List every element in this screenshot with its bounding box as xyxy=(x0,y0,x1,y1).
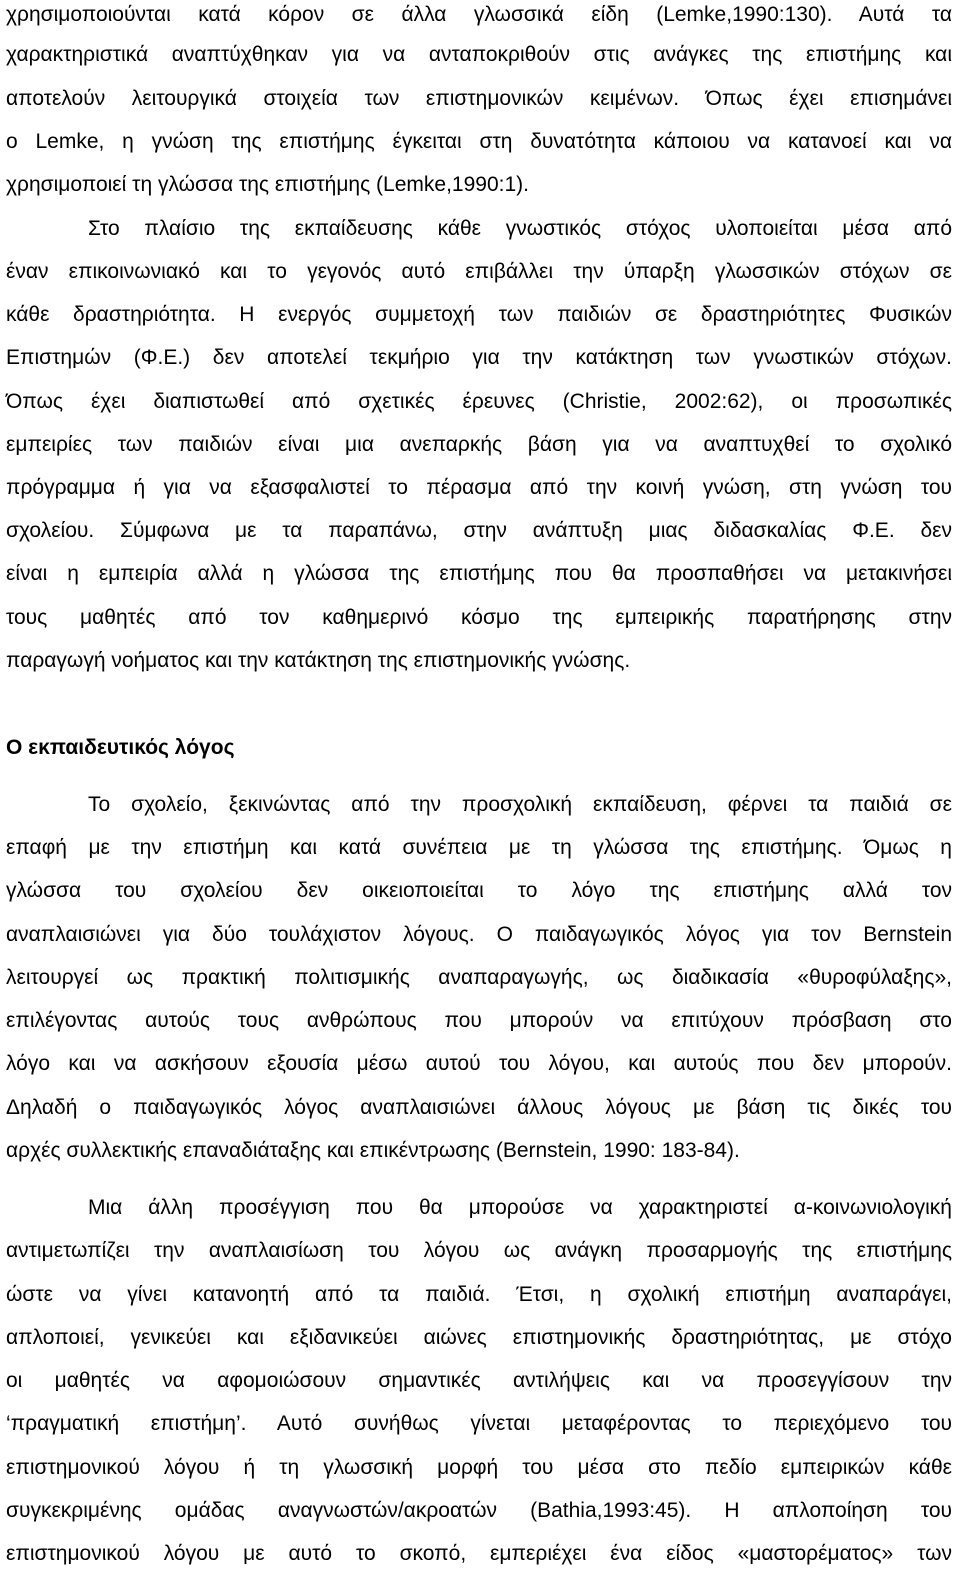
text-line: Δηλαδή ο παιδαγωγικός λόγος αναπλαισιώνει άλλους λόγους με βάση τις δικές του xyxy=(6,1096,952,1119)
text-line: έναν επικοινωνιακό και το γεγονός αυτό επιβάλλει την ύπαρξη γλωσσικών στόχων σε xyxy=(6,260,952,283)
text-line: παραγωγή νοήματος και την κατάκτηση της επιστημονικής γνώσης. xyxy=(6,649,631,672)
text-line: Όπως έχει διαπιστωθεί από σχετικές έρευνες (Christie, 2002:62), οι προσωπικές xyxy=(6,390,952,413)
text-line: αποτελούν λειτουργικά στοιχεία των επιστημονικών κειμένων. Όπως έχει επισημάνει xyxy=(6,87,952,110)
text-line: σχολείου. Σύμφωνα με τα παραπάνω, στην ανάπτυξη μιας διδασκαλίας Φ.Ε. δεν xyxy=(6,519,952,542)
text-line: λόγο και να ασκήσουν εξουσία μέσω αυτού του λόγου, και αυτούς που δεν μπορούν. xyxy=(6,1052,952,1075)
text-line: απλοποιεί, γενικεύει και εξιδανικεύει αιώνες επιστημονικής δραστηριότητας, με στόχο xyxy=(6,1326,952,1349)
text-line: Επιστημών (Φ.Ε.) δεν αποτελεί τεκμήριο για την κατάκτηση των γνωστικών στόχων. xyxy=(6,346,952,369)
text-line: λειτουργεί ως πρακτική πολιτισμικής αναπαραγωγής, ως διαδικασία «θυροφύλαξης», xyxy=(6,966,952,989)
text-line: Το σχολείο, ξεκινώντας από την προσχολική εκπαίδευση, φέρνει τα παιδιά σε xyxy=(88,793,952,816)
text-line: επιστημονικού λόγου ή τη γλωσσική μορφή του μέσα στο πεδίο εμπειρικών κάθε xyxy=(6,1456,952,1479)
text-line: ο Lemke, η γνώση της επιστήμης έγκειται στη δυνατότητα κάποιου να κατανοεί και να xyxy=(6,130,952,153)
text-line: χρησιμοποιεί τη γλώσσα της επιστήμης (Lemke,1990:1). xyxy=(6,173,529,196)
text-line: οι μαθητές να αφομοιώσουν σημαντικές αντιλήψεις και να προσεγγίσουν την xyxy=(6,1369,952,1392)
text-line: γλώσσα του σχολείου δεν οικειοποιείται το λόγο της επιστήμης αλλά τον xyxy=(6,879,952,902)
text-line: χαρακτηριστικά αναπτύχθηκαν για να ανταποκριθούν στις ανάγκες της επιστήμης και xyxy=(6,43,952,66)
text-line: Στο πλαίσιο της εκπαίδευσης κάθε γνωστικός στόχος υλοποιείται μέσα από xyxy=(88,217,952,240)
text-line: αρχές συλλεκτικής επαναδιάταξης και επικέντρωσης (Bernstein, 1990: 183-84). xyxy=(6,1139,740,1162)
text-line: επιλέγοντας αυτούς τους ανθρώπους που μπορούν να επιτύχουν πρόσβαση στο xyxy=(6,1009,952,1032)
text-line: συγκεκριμένης ομάδας αναγνωστών/ακροατών (Bathia,1993:45). Η απλοποίηση του xyxy=(6,1499,952,1522)
text-line: αναπλαισιώνει για δύο τουλάχιστον λόγους. Ο παιδαγωγικός λόγος για τον Bernstein xyxy=(6,923,952,946)
text-line: ‘πραγματική επιστήμη’. Αυτό συνήθως γίνεται μεταφέροντας το περιεχόμενο του xyxy=(6,1412,952,1435)
text-line: επαφή με την επιστήμη και κατά συνέπεια με τη γλώσσα της επιστήμης. Όμως η xyxy=(6,836,952,859)
text-line: Μια άλλη προσέγγιση που θα μπορούσε να χαρακτηριστεί α-κοινωνιολογική xyxy=(88,1196,952,1219)
text-line: ώστε να γίνει κατανοητή από τα παιδιά. Έτσι, η σχολική επιστήμη αναπαράγει, xyxy=(6,1283,952,1306)
section-heading: Ο εκπαιδευτικός λόγος xyxy=(6,736,235,759)
text-line: είναι η εμπειρία αλλά η γλώσσα της επιστήμης που θα προσπαθήσει να μετακινήσει xyxy=(6,562,952,585)
text-line: εμπειρίες των παιδιών είναι μια ανεπαρκής βάση για να αναπτυχθεί το σχολικό xyxy=(6,433,952,456)
text-line: πρόγραμμα ή για να εξασφαλιστεί το πέρασμα από την κοινή γνώση, στη γνώση του xyxy=(6,476,952,499)
text-line: τους μαθητές από τον καθημερινό κόσμο της εμπειρικής παρατήρησης στην xyxy=(6,606,952,629)
text-line: αντιμετωπίζει την αναπλαισίωση του λόγου ως ανάγκη προσαρμογής της επιστήμης xyxy=(6,1239,952,1262)
text-line: κάθε δραστηριότητα. Η ενεργός συμμετοχή των παιδιών σε δραστηριότητες Φυσικών xyxy=(6,303,952,326)
text-line: χρησιμοποιούνται κατά κόρον σε άλλα γλωσσικά είδη (Lemke,1990:130). Αυτά τα xyxy=(6,3,952,26)
text-line: επιστημονικού λόγου με αυτό το σκοπό, εμπεριέχει ένα είδος «μαστορέματος» των xyxy=(6,1542,952,1565)
